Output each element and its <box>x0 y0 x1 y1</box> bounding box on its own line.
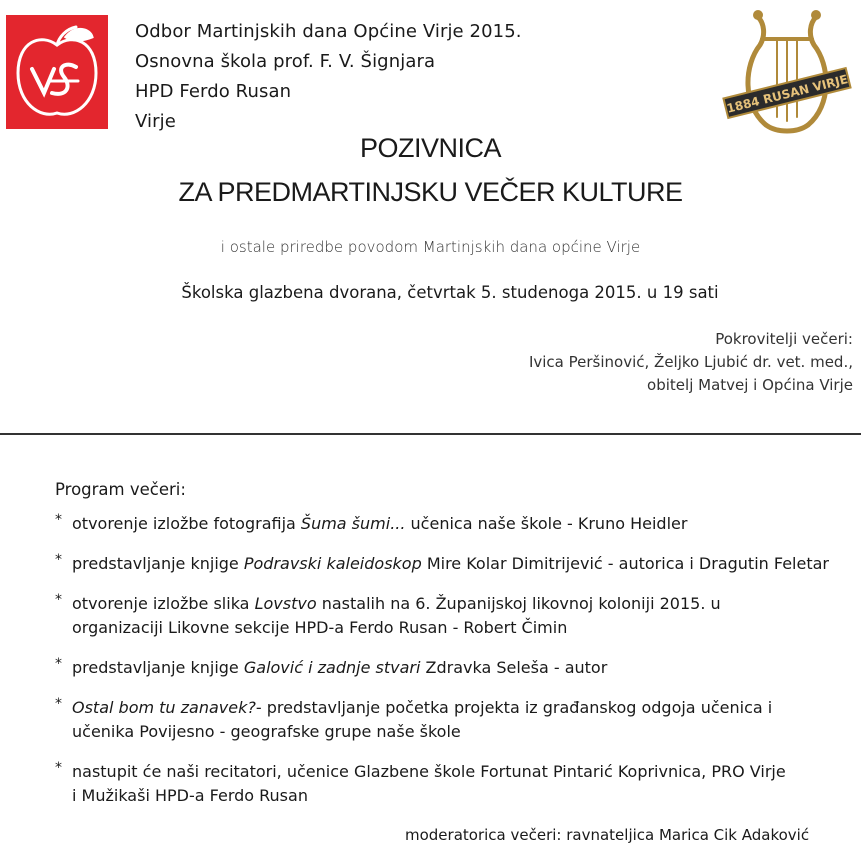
item-text: predstavljanje knjige <box>72 658 244 677</box>
item-text-continued: organizaciji Likovne sekcije HPD-a Ferdo Rusan - Robert Čimin <box>72 618 568 637</box>
bullet-star: * <box>55 696 62 712</box>
item-text: učenica naše škole - Kruno Heidler <box>405 514 688 533</box>
item-text: predstavljanje knjige <box>72 554 244 573</box>
item-title: Šuma šumi... <box>300 514 406 533</box>
program-heading: Program večeri: <box>55 480 186 499</box>
patrons-label: Pokrovitelji večeri: <box>715 330 853 348</box>
emblem-text: 1884 RUSAN VIRJE <box>725 72 850 116</box>
bullet-star: * <box>55 592 62 608</box>
apple-vs-logo-icon <box>6 15 108 129</box>
school-logo <box>6 15 108 129</box>
patrons-block <box>529 328 853 397</box>
program-item <box>55 552 855 576</box>
organizer-line: Osnovna škola prof. F. V. Šignjara <box>135 51 436 72</box>
patrons-line: Ivica Peršinović, Željko Ljubić dr. vet. med., <box>528 353 853 371</box>
item-text: nastupit će naši recitatori, učenice Glazbene škole Fortunat Pintarić Koprivnica, PRO Virje <box>72 762 786 781</box>
program-item <box>55 512 855 536</box>
program-list <box>55 512 855 824</box>
bullet-star: * <box>55 552 62 568</box>
program-item <box>55 696 855 744</box>
organizer-line: Odbor Martinjskih dana Općine Virje 2015. <box>135 21 522 42</box>
item-text: otvorenje izložbe slika <box>72 594 255 613</box>
invitation-subtitle-title: ZA PREDMARTINJSKU VEČER KULTURE <box>178 177 683 207</box>
invitation-title: POZIVNICA <box>359 133 502 163</box>
bullet-star: * <box>55 760 62 776</box>
bullet-star: * <box>55 656 62 672</box>
program-item <box>55 656 855 680</box>
patrons-line: obitelj Matvej i Općina Virje <box>647 376 853 394</box>
event-subtitle: i ostale priredbe povodom Martinjskih dana općine Virje <box>220 238 641 256</box>
moderator-line: moderatorica večeri: ravnateljica Marica Cik Adaković <box>405 826 810 844</box>
event-venue-date: Školska glazbena dvorana, četvrtak 5. studenoga 2015. u 19 sati <box>181 283 719 302</box>
choir-emblem <box>722 5 852 140</box>
item-text-continued: učenika Povijesno - geografske grupe naše škole <box>72 722 461 741</box>
item-text: nastalih na 6. Županijskoj likovnoj koloniji 2015. u <box>316 594 721 613</box>
item-text: Zdravka Seleša - autor <box>420 658 608 677</box>
item-title: Podravski kaleidoskop <box>243 554 422 573</box>
item-title: Ostal bom tu zanavek? <box>72 698 256 717</box>
section-divider <box>0 433 861 435</box>
bullet-star: * <box>55 512 62 528</box>
item-text: Mire Kolar Dimitrijević - autorica i Dragutin Feletar <box>421 554 829 573</box>
lyre-emblem-icon <box>722 5 852 140</box>
program-item <box>55 760 855 808</box>
item-title: Lovstvo <box>254 594 317 613</box>
item-title: Galović i zadnje stvari <box>243 658 421 677</box>
program-item <box>55 592 855 640</box>
item-text: - predstavljanje početka projekta iz građanskog odgoja učenica i <box>255 698 773 717</box>
item-text: otvorenje izložbe fotografija <box>72 514 301 533</box>
organizers <box>135 17 655 137</box>
organizer-line: Virje <box>135 111 176 132</box>
item-text-continued: i Mužikaši HPD-a Ferdo Rusan <box>72 786 308 805</box>
organizer-line: HPD Ferdo Rusan <box>135 81 292 102</box>
